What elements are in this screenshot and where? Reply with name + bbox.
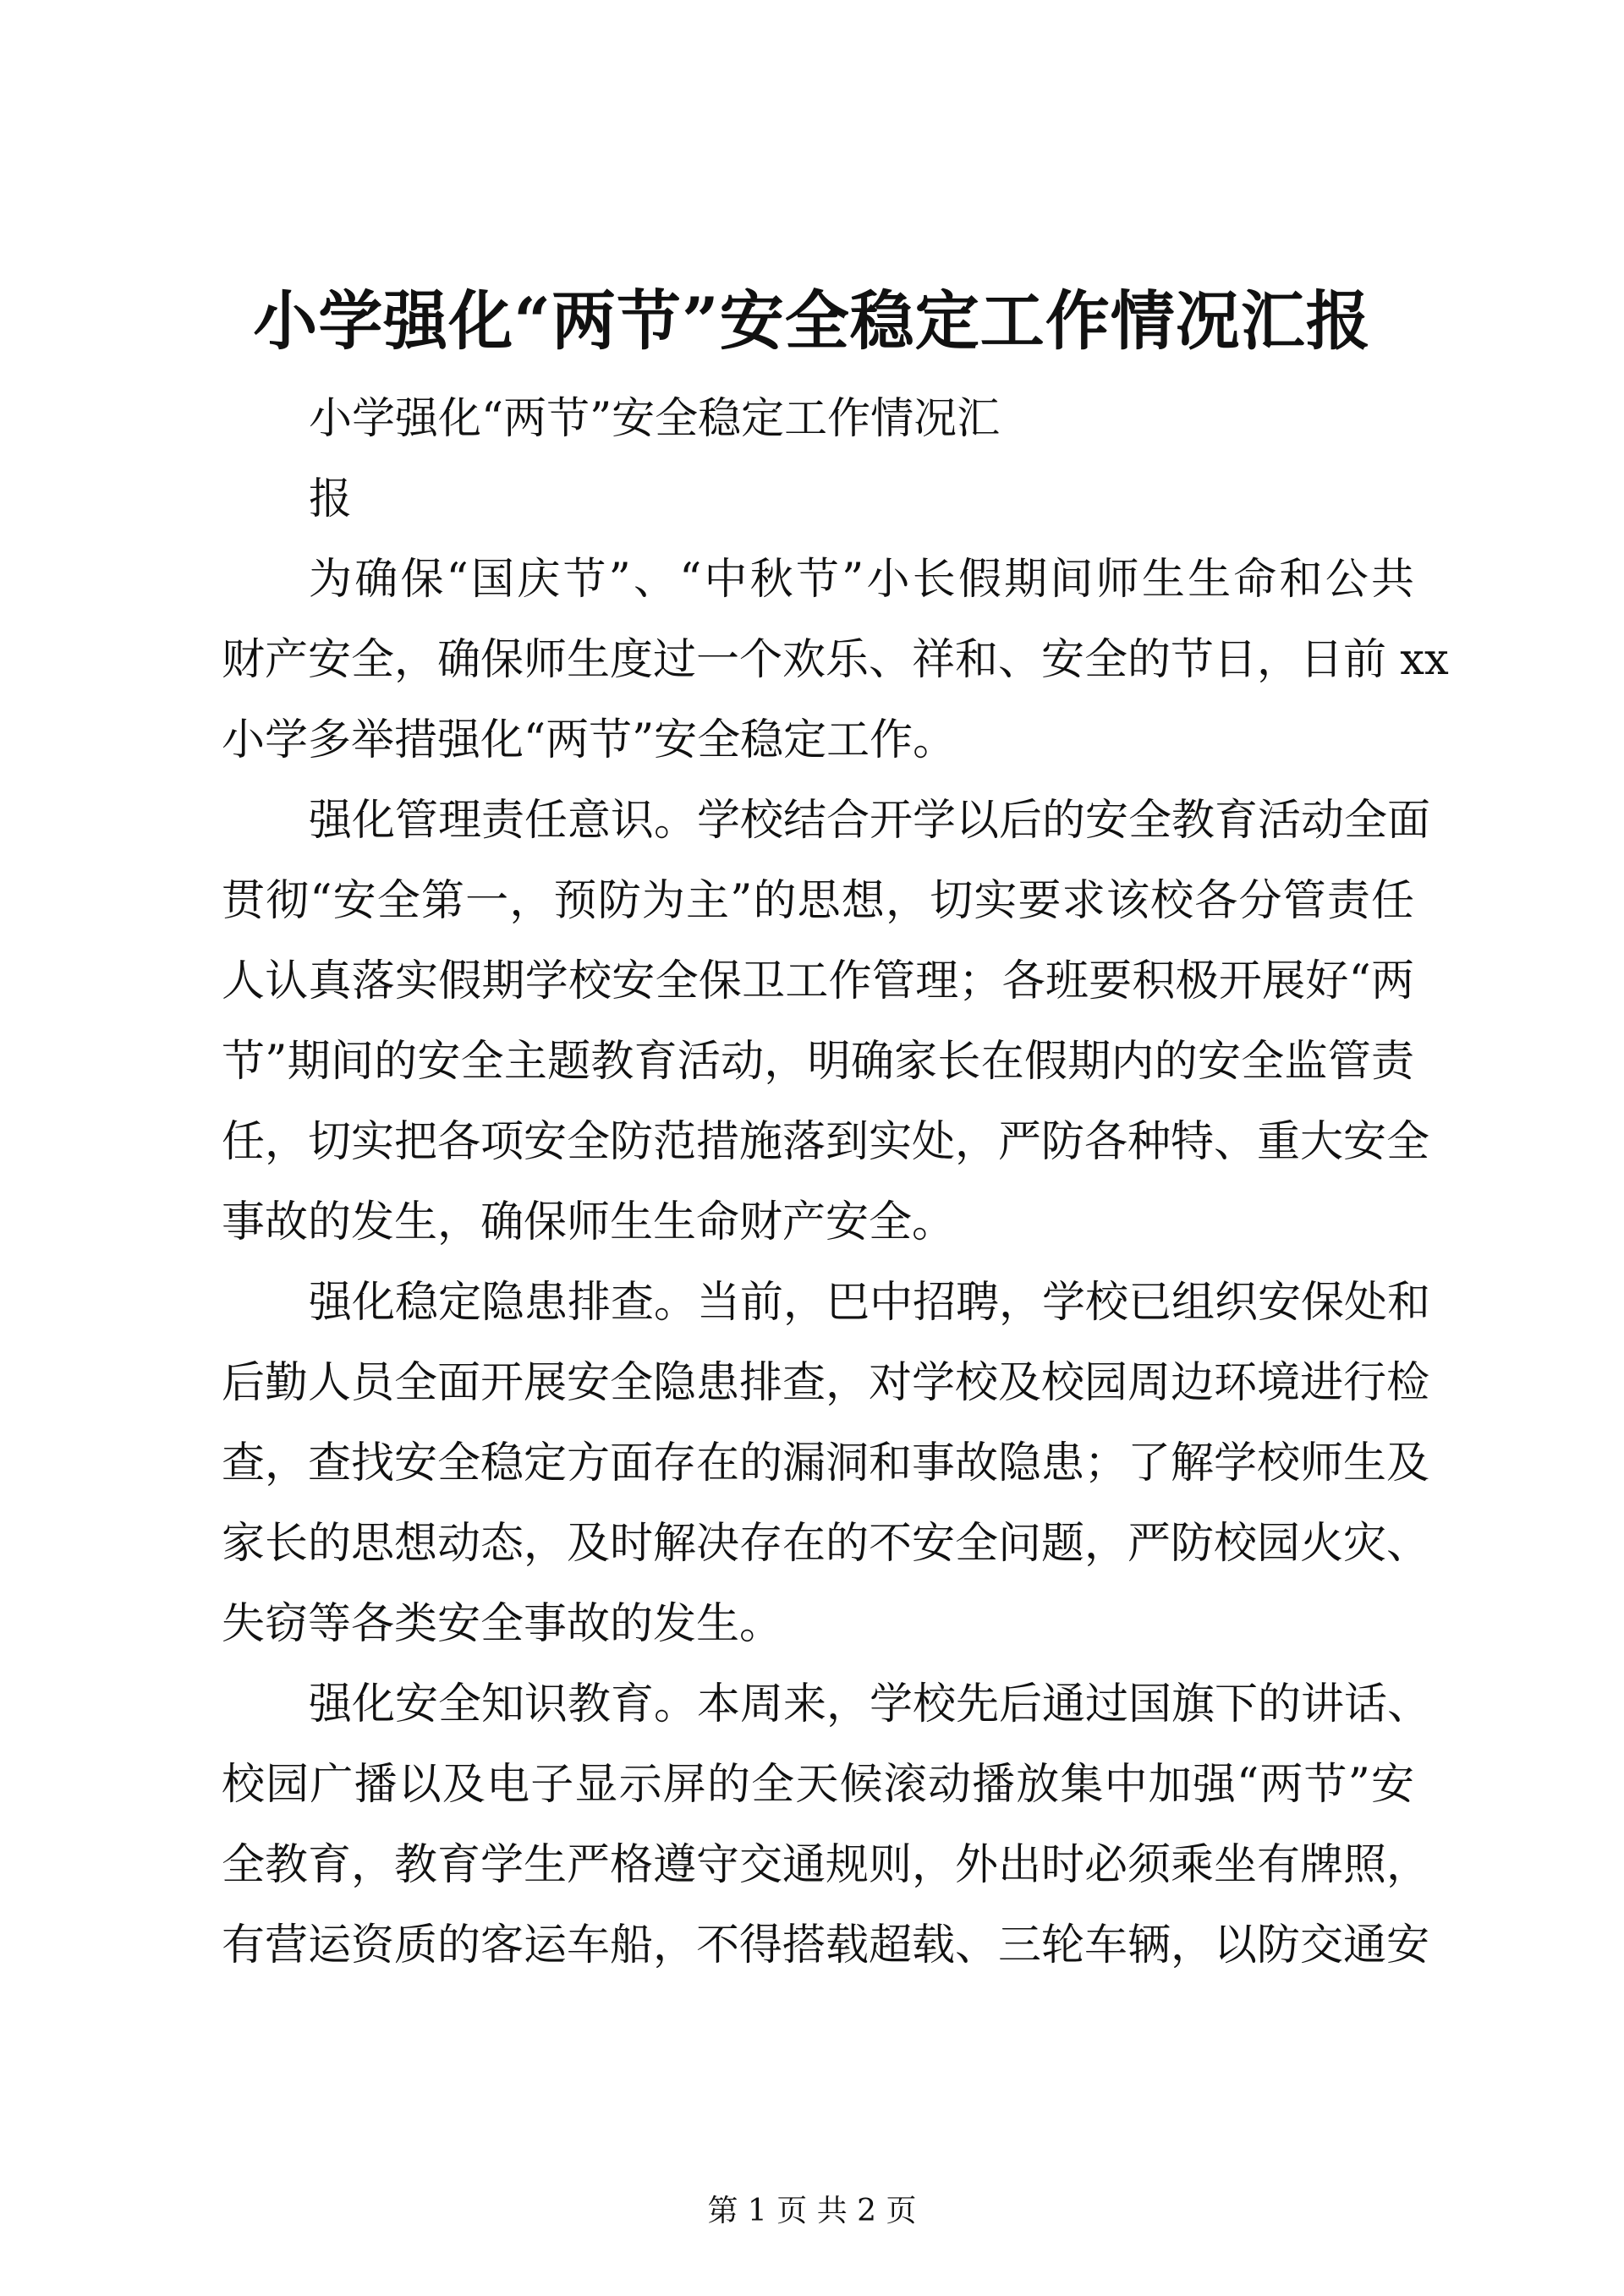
body-line: 财产安全，确保师生度过一个欢乐、祥和、安全的节日，日前 xx xyxy=(222,635,1449,685)
body-line: 失窃等各类安全事故的发生。 xyxy=(222,1599,783,1649)
body-line: 小学强化“两节”安全稳定工作情况汇 xyxy=(309,394,1001,444)
body-line: 强化稳定隐患排查。当前，巴中招聘，学校已组织安保处和 xyxy=(309,1278,1431,1328)
body-line: 全教育，教育学生严格遵守交通规则，外出时必须乘坐有牌照， xyxy=(222,1840,1430,1890)
body-line: 报 xyxy=(309,474,353,524)
document-body xyxy=(222,379,1449,1986)
body-line: 有营运资质的客运车船，不得搭载超载、三轮车辆，以防交通安 xyxy=(222,1921,1430,1970)
body-line: 查，查找安全稳定方面存在的漏洞和事故隐患；了解学校师生及 xyxy=(222,1438,1430,1488)
body-line: 家长的思想动态，及时解决存在的不安全问题，严防校园火灾、 xyxy=(222,1519,1430,1569)
body-line: 校园广播以及电子显示屏的全天候滚动播放集中加强“两节”安 xyxy=(222,1760,1414,1810)
body-line: 贯彻“安全第一，预防为主”的思想，切实要求该校各分管责任 xyxy=(222,876,1414,926)
body-line: 小学多举措强化“两节”安全稳定工作。 xyxy=(222,715,957,765)
body-line: 人认真落实假期学校安全保卫工作管理；各班要积极开展好“两 xyxy=(222,956,1414,1006)
body-line: 强化安全知识教育。本周来，学校先后通过国旗下的讲话、 xyxy=(309,1680,1431,1729)
page-footer: 第 1 页 共 2 页 xyxy=(707,2194,917,2228)
body-line: 后勤人员全面开展安全隐患排查，对学校及校园周边环境进行检 xyxy=(222,1358,1430,1408)
body-line: 事故的发生，确保师生生命财产安全。 xyxy=(222,1197,956,1247)
document-title: 小学强化“两节”安全稳定工作情况汇报 xyxy=(253,283,1371,359)
body-line: 强化管理责任意识。学校结合开学以后的安全教育活动全面 xyxy=(309,796,1431,846)
body-line: 任，切实把各项安全防范措施落到实处，严防各种特、重大安全 xyxy=(222,1117,1430,1167)
body-line: 为确保“国庆节”、“中秋节”小长假期间师生生命和公共 xyxy=(309,555,1414,605)
body-line: 节”期间的安全主题教育活动，明确家长在假期内的安全监管责 xyxy=(222,1037,1414,1087)
